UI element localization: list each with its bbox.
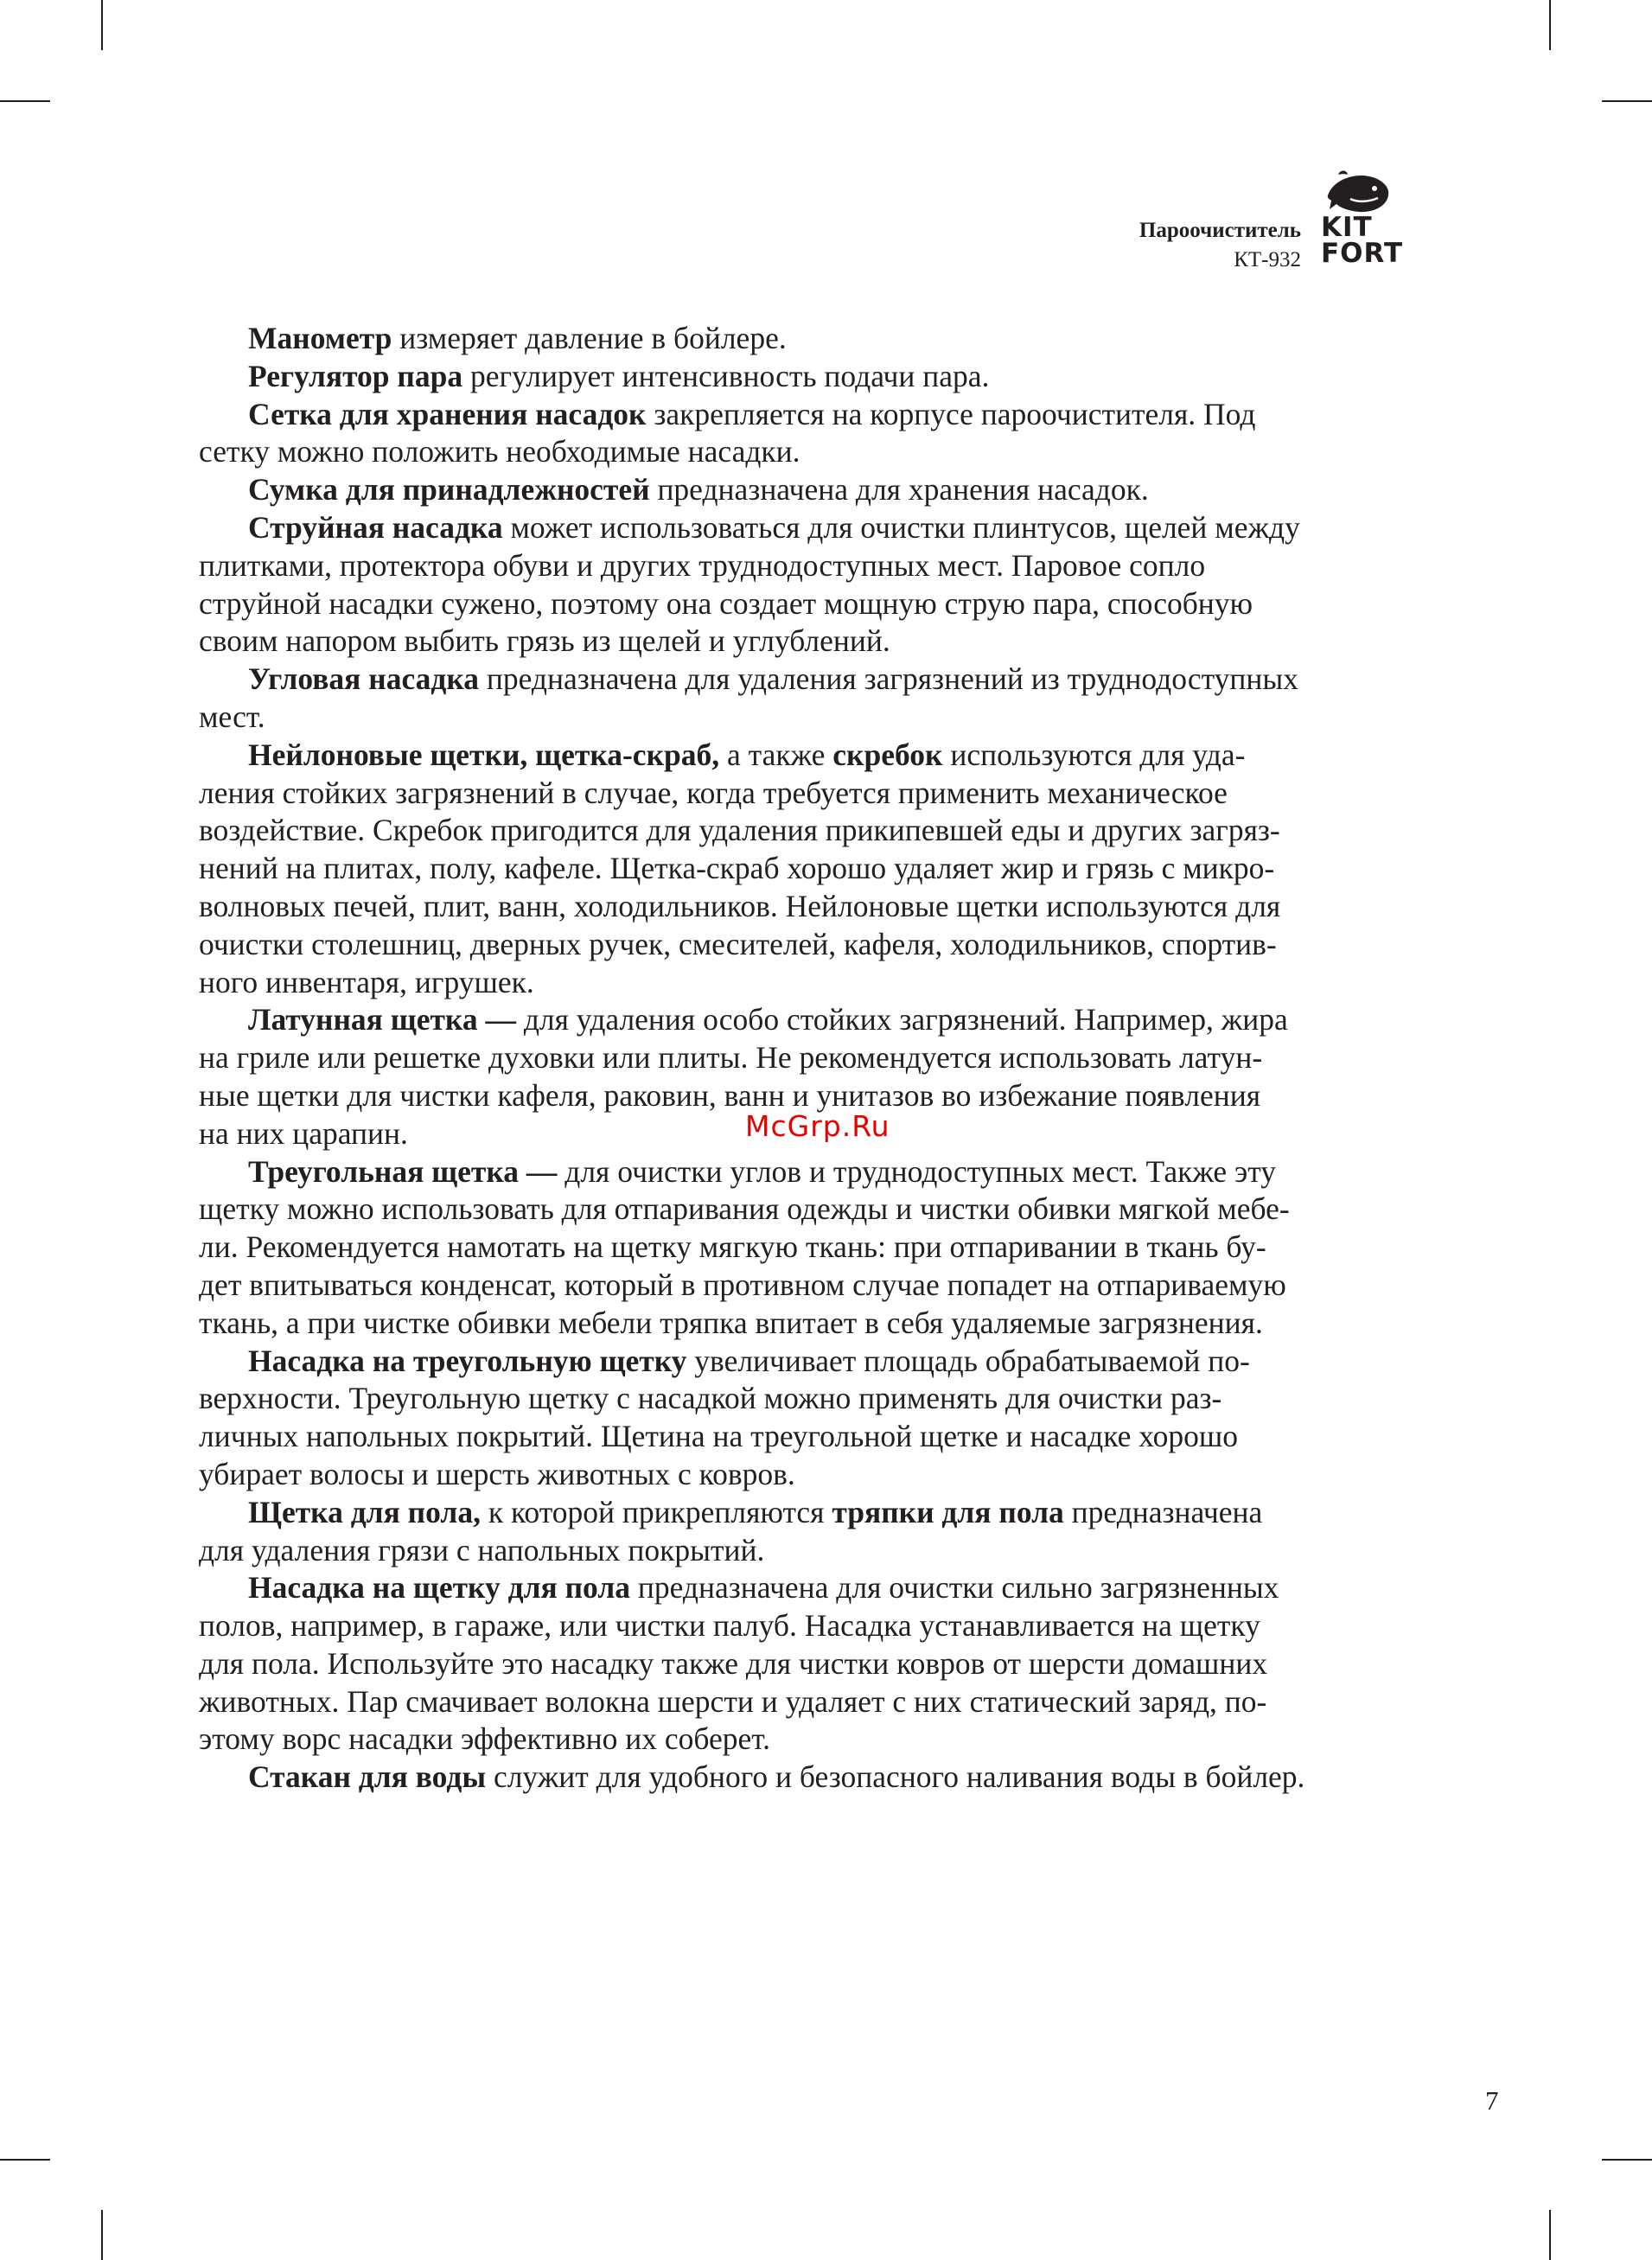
paragraph: [199, 1153, 1432, 1343]
text-run: нений на плитах, полу, кафеле. Щетка-скраб хорошо удаляет жир и грязь с микро-: [199, 851, 1275, 886]
paragraph: [199, 1343, 1432, 1494]
crop-mark: [1602, 2159, 1652, 2161]
term-bold: скребок: [832, 737, 943, 772]
text-run: для удаления грязи с напольных покрытий.: [199, 1532, 765, 1567]
text-run: измеряет давление в бойлере.: [392, 321, 787, 355]
text-run: дет впитываться конденсат, который в противном случае попадет на отпариваемую: [199, 1267, 1286, 1302]
brand-line-1: KIT: [1321, 212, 1373, 243]
page-header: [994, 216, 1301, 275]
text-run: щетку можно использовать для отпаривания одежды и чистки обивки мягкой мебе-: [199, 1191, 1290, 1227]
text-run: а также: [719, 737, 833, 772]
product-name: Пароочиститель: [1139, 219, 1301, 242]
paragraph: [199, 661, 1432, 737]
term-bold: Угловая насадка: [248, 661, 480, 697]
brand-logo: [1321, 169, 1433, 269]
crop-mark: [0, 2159, 50, 2161]
paragraph: [199, 509, 1432, 661]
text-run: регулирует интенсивность подачи пара.: [462, 358, 990, 393]
text-run: ные щетки для чистки кафеля, раковин, ванн и унитазов во избежание появления: [199, 1077, 1261, 1113]
paragraph: [199, 471, 1432, 509]
text-run: на них царапин.: [199, 1115, 408, 1151]
model-number: КТ-932: [1234, 248, 1301, 271]
term-bold: Стакан для воды: [248, 1759, 487, 1795]
term-bold: Щетка для пола,: [248, 1494, 481, 1529]
text-run: закрепляется на корпусе пароочистителя. Под: [646, 396, 1256, 431]
text-run: ного инвентаря, игрушек.: [199, 964, 534, 999]
text-run: увеличивает площадь обрабатываемой по-: [686, 1343, 1250, 1378]
crop-mark: [1602, 100, 1652, 102]
term-bold: Нейлоновые щетки, щетка-скраб,: [248, 737, 720, 772]
crop-mark: [101, 2210, 103, 2260]
crop-mark: [1549, 0, 1551, 50]
text-run: ли. Рекомендуется намотать на щетку мягкую ткань: при отпаривании в ткань бу-: [199, 1229, 1266, 1265]
text-run: служит для удобного и безопасного наливания воды в бойлер.: [486, 1759, 1305, 1795]
term-bold: Регулятор пара: [248, 358, 463, 393]
term-bold: Насадка на щетку для пола: [248, 1570, 630, 1606]
text-run: к которой прикрепляются: [480, 1494, 832, 1529]
text-run: ткань, а при чистке обивки мебели тряпка впитает в себя удаляемые загрязнения.: [199, 1305, 1263, 1340]
text-run: своим напором выбить грязь из щелей и углублений.: [199, 623, 890, 659]
text-run: животных. Пар смачивает волокна шерсти и удаляет с них статический заряд, по-: [199, 1683, 1267, 1719]
paragraph: [199, 1759, 1432, 1797]
text-run: плитками, протектора обуви и других труднодоступных мест. Паровое сопло: [199, 547, 1206, 583]
text-run: на гриле или решетке духовки или плиты. Не рекомендуется использовать латун-: [199, 1040, 1263, 1076]
text-run: для очистки углов и труднодоступных мест. Также эту: [557, 1153, 1277, 1189]
term-bold: Треугольная щетка —: [248, 1153, 558, 1189]
text-run: личных напольных покрытий. Щетина на треугольной щетке и насадке хорошо: [199, 1419, 1238, 1454]
text-run: предназначена для хранения насадок.: [649, 472, 1149, 508]
crop-mark: [0, 100, 50, 102]
text-run: воздействие. Скребок пригодится для удаления прикипевшей еды и других загряз-: [199, 813, 1280, 848]
paragraph: [199, 320, 1432, 358]
text-run: очистки столешниц, дверных ручек, смесителей, кафеля, холодильников, спортив-: [199, 926, 1277, 961]
watermark: McGrp.Ru: [745, 1109, 890, 1143]
term-bold: Манометр: [248, 321, 392, 355]
text-run: струйной насадки сужено, поэтому она создает мощную струю пара, способную: [199, 585, 1253, 621]
text-run: ления стойких загрязнений в случае, когда требуется применить механическое: [199, 775, 1228, 810]
term-bold: Насадка на треугольную щетку: [248, 1343, 687, 1378]
term-bold: Струйная насадка: [248, 509, 503, 545]
text-run: предназначена: [1063, 1494, 1263, 1529]
text-run: полов, например, в гараже, или чистки палуб. Насадка устанавливается на щетку: [199, 1608, 1260, 1644]
text-run: сетку можно положить необходимые насадки.: [199, 434, 800, 469]
term-bold: Латунная щетка —: [248, 1002, 516, 1037]
text-run: убирает волосы и шерсть животных с ковров.: [199, 1456, 795, 1491]
term-bold: Сетка для хранения насадок: [248, 396, 647, 431]
term-bold: тряпки для пола: [832, 1494, 1064, 1529]
text-run: этому ворс насадки эффективно их соберет.: [199, 1721, 770, 1757]
paragraph: [199, 358, 1432, 396]
term-bold: Сумка для принадлежностей: [248, 472, 650, 508]
text-run: волновых печей, плит, ванн, холодильников. Нейлоновые щетки используются для: [199, 888, 1281, 923]
crop-mark: [101, 0, 103, 50]
text-run: мест.: [199, 699, 265, 734]
paragraph: [199, 1569, 1432, 1759]
text-run: для удаления особо стойких загрязнений. Например, жира: [515, 1002, 1288, 1037]
text-run: предназначена для удаления загрязнений из труднодоступных: [479, 661, 1298, 697]
paragraph: [199, 737, 1432, 1002]
page-number: 7: [1485, 2085, 1499, 2116]
whale-icon: [1324, 169, 1394, 214]
paragraph: [199, 396, 1432, 472]
paragraph: [199, 1494, 1432, 1570]
body-text: [199, 320, 1432, 1797]
text-run: может использоваться для очистки плинтусов, щелей между: [502, 509, 1300, 545]
text-run: верхности. Треугольную щетку с насадкой можно применять для очистки раз-: [199, 1381, 1222, 1416]
crop-mark: [1549, 2210, 1551, 2260]
text-run: предназначена для очистки сильно загрязненных: [629, 1570, 1279, 1606]
brand-line-2: FORT: [1321, 238, 1404, 269]
text-run: используются для уда-: [942, 737, 1246, 772]
text-run: для пола. Используйте это насадку также для чистки ковров от шерсти домашних: [199, 1645, 1268, 1681]
